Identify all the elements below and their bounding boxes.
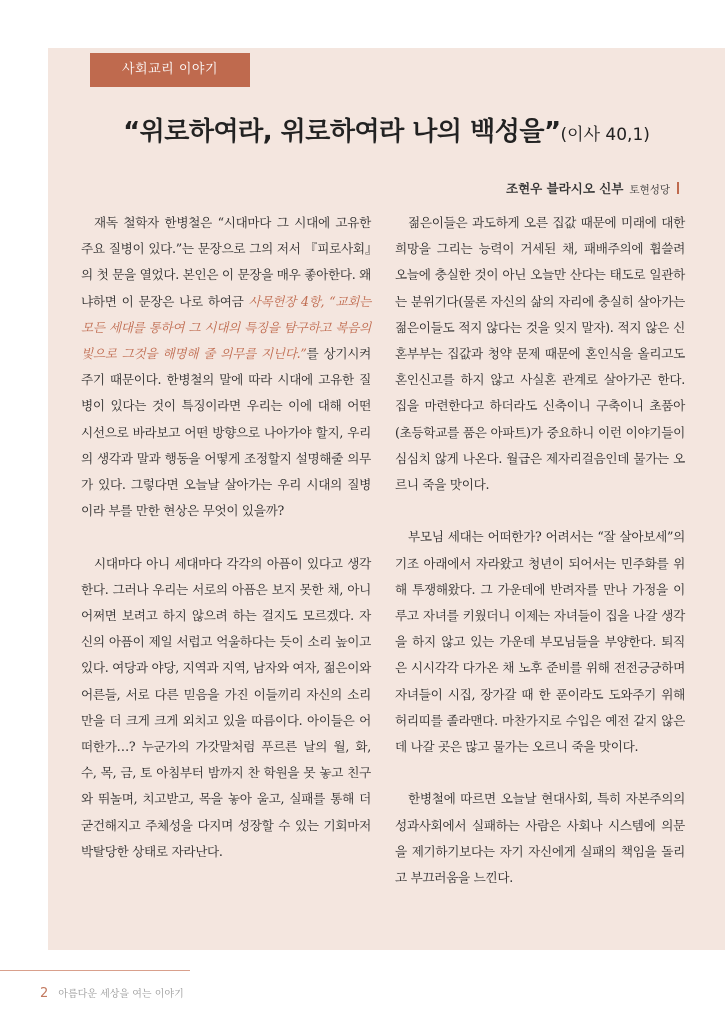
byline — [506, 178, 679, 197]
article-title-reference: (이사 40,1) — [560, 125, 650, 145]
paragraph: 시대마다 아니 세대마다 각각의 아픔이 있다고 생각한다. 그러나 우리는 서로의 아픔은 보지 못한 채, 아니 어쩌면 보려고 하지 않으려 하는 걸지도 모르겠다. 자신의 아픔이 제일 서럽고 억울하다는 듯이 소리 높이고 있다. 여당과 야당, 지역과 지역, 남자와 여자, 젊은이와 어른들, 서로 다른 믿음을 가진 이들끼리 자신의 소리만을 더 크게 크게 외치고 있을 따름이다. 아이들은 어떠한가…? 누군가의 가갓말처럼 푸르른 날의 월, 화, 수, 목, 금, 토 아침부터 밤까지 찬 학원을 못 놓고 친구와 뛰놀며, 치고받고, 목을 놓아 울고, 실패를 통해 더 굳건해지고 주체성을 다지며 성장할 수 있는 기회마저 박탈당한 상태로 자라난다. — [81, 555, 371, 859]
paragraph-text: 를 상기시켜주기 때문이다. 한병철의 말에 따라 시대에 고유한 질병이 있다는 것이 특징이라면 우리는 이에 대해 어떤 시선으로 바라보고 어떤 방향으로 나아가야 할지, 우리의 생각과 말과 행동을 어떻게 조정할지 설명해줄 의무가 있다. 그렇다면 오늘날 살아가는 우리 시대의 질병이라 부를 만한 현상은 무엇이 있을까? — [81, 346, 371, 519]
article-title-main: “위로하여라, 위로하여라 나의 백성을” — [123, 117, 561, 147]
right-column — [395, 210, 685, 917]
section-tag: 사회교리 이야기 — [90, 53, 250, 87]
paragraph-text: 재독 철학자 한병철은 “시대마다 그 시대에 고유한 주요 질병이 있다.”는 문장으로 그의 저서 『피로사회』의 첫 문을 열었다. 본인은 이 문장을 매우 좋아한다. 왜냐하면 이 문장은 나로 하여금 — [81, 215, 371, 309]
highlighted-quote: 사목헌장 4항, “교회는 모든 세대를 통하여 그 시대의 특징을 탐구하고 복음의 빛으로 그것을 해명해 줄 의무를 지닌다.” — [81, 293, 371, 362]
byline-divider — [677, 182, 679, 194]
author-parish: 토현성당 — [629, 184, 670, 196]
magazine-title: 아름다운 세상을 여는 이야기 — [58, 989, 184, 1000]
page-number: 2 — [40, 986, 49, 1001]
page-footer — [40, 982, 184, 1001]
article-title — [48, 111, 725, 148]
paragraph: 젊은이들은 과도하게 오른 집값 때문에 미래에 대한 희망을 그리는 능력이 거세된 채, 패배주의에 휩쓸려 오늘에 충실한 것이 아닌 오늘만 산다는 태도로 일관하는 분위기다(물론 자신의 삶의 자리에 충실히 살아가는 젊은이들도 적지 않다는 것을 잊지 말자). 적지 않은 신혼부부는 집값과 청약 문제 때문에 혼인식을 올리고도 혼인신고를 하지 않고 사실혼 관계로 살아가곤 한다. 집을 마련한다고 하더라도 신축이니 구축이니 초품아(초등학교를 품은 아파트)가 중요하니 이런 이야기들이 심심치 않게 나온다. 월급은 제자리걸음인데 물가는 오르니 죽을 맛이다. — [395, 215, 685, 493]
paragraph: 부모님 세대는 어떠한가? 어려서는 “잘 살아보세”의 기조 아래에서 자라왔고 청년이 되어서는 민주화를 위해 투쟁해왔다. 그 가운데에 반려자를 만나 가정을 이루고 자녀를 키웠더니 이제는 자녀들이 집을 나갈 생각을 하지 않고 있는 가운데 부모님들을 부양한다. 퇴직은 시시각각 다가온 채 노후 준비를 위해 전전긍긍하며 자녀들이 시집, 장가갈 때 한 푼이라도 도와주기 위해 허리띠를 졸라맨다. 마찬가지로 수입은 예전 같지 않은데 나갈 곳은 많고 물가는 오르니 죽을 맛이다. — [395, 529, 685, 755]
author-name: 조현우 블라시오 신부 — [506, 181, 624, 196]
paragraph: 한병철에 따르면 오늘날 현대사회, 특히 자본주의의 성과사회에서 실패하는 사람은 사회나 시스템에 의문을 제기하기보다는 자기 자신에게 실패의 책임을 돌리고 부끄러움을 느낀다. — [395, 791, 685, 886]
left-column — [81, 210, 371, 891]
footer-rule — [0, 970, 190, 971]
paragraph — [81, 210, 371, 524]
